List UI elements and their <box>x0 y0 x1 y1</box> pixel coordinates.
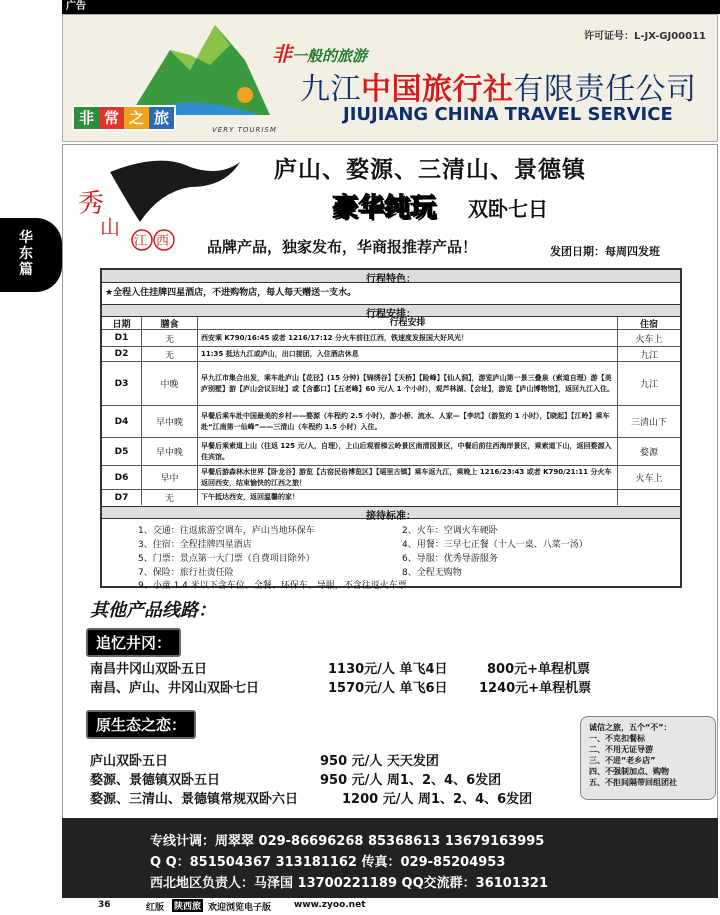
meal-cell: 无 <box>142 347 198 361</box>
calligraphy-shan: 山 <box>100 215 120 239</box>
side-tab-char: 华 <box>19 230 33 246</box>
group-label: 追忆井冈： <box>86 628 181 657</box>
col-stay: 住宿 <box>639 319 658 330</box>
meal-cell: 早中晚 <box>142 406 198 437</box>
brand-badge <box>72 105 176 131</box>
promise-item: 三、不进“老乡店” <box>589 756 656 765</box>
product-price: 1570元/人 单飞6日 <box>328 681 448 696</box>
stay-cell: 九江 <box>639 380 658 390</box>
table-row <box>102 466 680 490</box>
col-plan: 行程安排 <box>198 317 618 329</box>
product-route: 南昌、庐山、井冈山双卧七日 <box>90 681 260 696</box>
standard-item: 1、交通：往返旅游空调车，庐山当地环保车 <box>138 526 315 536</box>
promise-item: 五、不拒间隔带回组团社 <box>589 778 677 787</box>
product-route: 婺源、三清山、景德镇常规双卧六日 <box>90 792 299 807</box>
product-extra: 1240元+单程机票 <box>479 681 592 696</box>
plan-cell: 早餐后乘索道上山（往返 125 元/人，自理），上山后观看梯云岭景区南清园景区，中餐后前往西海岸景区，乘索道下山，返回婺源入住宾馆。 <box>198 438 618 465</box>
feature-head: 行程特色： <box>102 270 680 283</box>
day-cell: D1 <box>102 330 142 346</box>
stay-cell: 婺源 <box>639 448 658 458</box>
side-tab-char: 东 <box>19 246 33 262</box>
calligraphy-xi: 西 <box>156 234 170 249</box>
meal-cell: 中晚 <box>142 362 198 405</box>
product-route: 南昌井冈山双卧五日 <box>90 662 208 677</box>
stay-cell: 火车上 <box>635 334 663 345</box>
duration-label: 双卧七日 <box>468 197 548 221</box>
meal-cell: 无 <box>142 330 198 346</box>
stay-cell: 九江 <box>639 350 658 361</box>
visit-label: 欢迎浏览电子版 <box>208 903 272 913</box>
meal-cell: 早中晚 <box>142 438 198 465</box>
promise-item: 二、不用无证导游 <box>589 745 653 754</box>
product-price: 1200 元/人 周1、2、4、6发团 <box>342 792 533 807</box>
feature-text: ★全程入住挂牌四星酒店，不进购物店，每人每天赠送一支水。 <box>105 288 357 298</box>
day-cell: D3 <box>102 362 142 405</box>
product-price: 1130元/人 单飞4日 <box>328 662 448 677</box>
calligraphy-jiang: 江 <box>134 234 148 249</box>
itinerary-table <box>100 268 682 591</box>
promise-item: 一、不克扣餐标 <box>589 734 645 743</box>
standard-item: 2、火车：空调火车硬卧 <box>402 526 498 536</box>
standard-head: 接待标准： <box>102 506 680 519</box>
product-price: 950 元/人 天天发团 <box>320 754 439 769</box>
promise-item: 四、不强制加点、购物 <box>589 767 669 776</box>
col-date: 日期 <box>102 317 142 329</box>
plan-cell: 西安乘 K790/16:45 或者 1216/17:12 分火车前往江西，铁速度发报国大好风光！ <box>198 330 618 346</box>
table-row <box>102 406 680 438</box>
standard-item: 3、住宿：全程挂牌四星酒店 <box>138 540 252 550</box>
paper-name: 陕西旅 <box>172 899 203 912</box>
stay-cell <box>618 490 680 505</box>
day-cell: D5 <box>102 438 142 465</box>
product-route: 庐山双卧五日 <box>90 754 169 769</box>
badge-char: 非 <box>78 109 94 127</box>
badge-char: 之 <box>124 107 149 129</box>
very-tourism-label: VERY TOURISM <box>212 126 277 134</box>
table-row <box>102 438 680 466</box>
contact-line: Q Q：851504367 313181162 传真：029-85204953 <box>150 855 506 870</box>
ad-tag: 广告 <box>62 0 720 14</box>
standard-item: 5、门票：景点第一大门票（自费项目除外） <box>138 554 315 564</box>
group-label: 原生态之恋： <box>86 710 196 739</box>
site-link[interactable]: www.zyoo.net <box>294 900 366 910</box>
license-number: 许可证号：L-JX-GJ00011 <box>583 31 706 42</box>
table-row <box>102 330 680 347</box>
standard-item: 6、导服：优秀导游服务 <box>402 554 498 564</box>
table-row <box>102 490 680 505</box>
product-route: 婺源、景德镇双卧五日 <box>90 773 221 788</box>
table-row <box>102 362 680 406</box>
page-number: 36 <box>98 900 111 910</box>
col-meal: 膳食 <box>142 317 198 329</box>
route-title: 庐山、婺源、三清山、景德镇 <box>274 157 586 183</box>
edition-label: 红版 <box>146 903 165 913</box>
table-row <box>102 347 680 362</box>
section-side-tab <box>0 218 62 292</box>
plan-cell: 11:35 抵达九江或庐山，出口接团，入住酒店休息 <box>198 347 618 361</box>
slogan-rest: 一般的旅游 <box>292 47 368 65</box>
contact-bar <box>62 818 718 898</box>
product-price: 950 元/人 周1、2、4、6发团 <box>320 773 502 788</box>
header-row <box>102 317 680 330</box>
promise-box <box>580 716 716 800</box>
plan-cell: 早餐后游森林水世界【卧龙谷】游览【古窑民俗博览区】【瑶里古镇】乘车返九江，乘晚上 1216/23:43 或者 K790/21:11 分火车返回西安，结束愉快的江西之旅！ <box>198 466 618 489</box>
other-routes-title: 其他产品线路： <box>90 600 216 621</box>
product-extra: 800元+单程机票 <box>487 662 591 677</box>
standard-item: 8、全程无购物 <box>402 568 462 578</box>
calligraphy-xiu: 秀 <box>78 189 105 219</box>
plan-cell: 下午抵达西安，返回温馨的家！ <box>198 490 618 505</box>
slogan-prefix: 非 <box>272 42 292 66</box>
plan-cell: 早九江市集合出发，乘车赴庐山【花径】(15 分钟)【锦绣谷】【天桥】【险峰】【仙人洞】，游览庐山第一景三叠泉（索道自理）游【美庐别墅】游【庐山会议旧址】或【含鄱口】【五老峰】60 元/人 1 个小时），观芦林湖、【会址】，游览【庐山博物馆】，返回九江入住。 <box>198 362 618 405</box>
page-footer <box>62 898 718 915</box>
company-post: 有限责任公司 <box>513 72 697 107</box>
standard-item: 7、保险：旅行社责任险 <box>138 568 234 578</box>
company-brand: 中国旅行社 <box>361 72 514 107</box>
company-name-cn <box>300 64 697 108</box>
side-tab-char: 篇 <box>19 262 33 278</box>
plan-head: 行程安排： <box>102 304 680 317</box>
stay-cell: 火车上 <box>635 474 663 484</box>
meal-cell: 无 <box>142 490 198 505</box>
depart-date: 发团日期：每周四发班 <box>550 245 660 258</box>
contact-line: 西北地区负责人：马泽国 13700221189 QQ交流群：36101321 <box>150 876 549 891</box>
day-cell: D7 <box>102 490 142 505</box>
plan-cell: 早餐后乘车赴中国最美的乡村——婺源（车程约 2.5 小时），游小桥、流水、人家—【李坑】（游览约 1 小时），【晓起】【江岭】乘车赴“江南第一仙峰”——三清山（车程约 1.5 小时）入住。 <box>198 406 618 437</box>
promise-title: 诚信之旅，五个“不”： <box>589 723 672 732</box>
stay-cell: 三清山下 <box>630 418 667 428</box>
brand-tagline: 品牌产品，独家发布，华商报推荐产品！ <box>207 238 478 256</box>
standard-item: 9、小童 1.4 米以下含车位、全餐、环保车、导服，不含往返火车票 <box>138 581 407 591</box>
slogan <box>272 38 367 67</box>
meal-cell: 早中 <box>142 466 198 489</box>
luxury-label: 豪华纯玩 <box>332 193 437 223</box>
company-name-en: JIUJIANG CHINA TRAVEL SERVICE <box>343 104 673 125</box>
day-cell: D2 <box>102 347 142 361</box>
standard-item: 4、用餐：三早七正餐（十人一桌、八菜一汤） <box>402 540 588 550</box>
badge-char: 旅 <box>149 107 174 129</box>
company-pre: 九江 <box>300 72 361 107</box>
day-cell: D4 <box>102 406 142 437</box>
day-cell: D6 <box>102 466 142 489</box>
contact-line: 专线计调：周翠翠 029-86696268 85368613 13679163995 <box>150 834 545 849</box>
badge-char: 常 <box>99 107 124 129</box>
